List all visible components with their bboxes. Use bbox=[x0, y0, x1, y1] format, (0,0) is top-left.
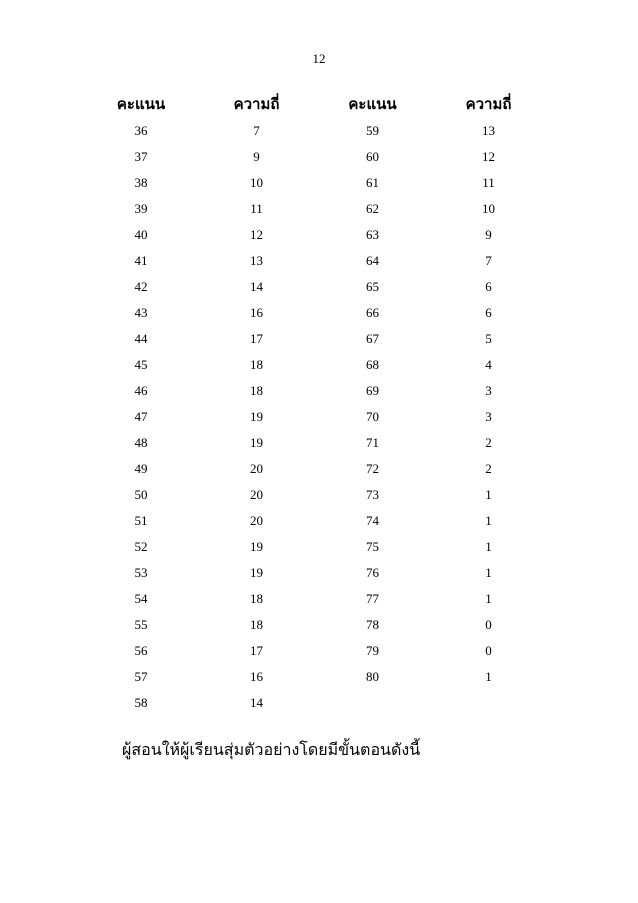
cell-frequency-left: 18 bbox=[250, 383, 263, 398]
body-paragraph: ผู้สอนให้ผู้เรียนสุ่มตัวอย่างโดยมีขั้นตอนดังนี้ bbox=[122, 742, 421, 759]
cell-score-right: 68 bbox=[366, 357, 379, 372]
cell-score-right: 74 bbox=[366, 513, 379, 528]
cell-frequency-right: 1 bbox=[485, 669, 492, 684]
cell-score-right: 79 bbox=[366, 643, 379, 658]
cell-frequency-right: 3 bbox=[485, 383, 492, 398]
cell-frequency-left: 14 bbox=[250, 279, 263, 294]
cell-frequency-right: 1 bbox=[485, 487, 492, 502]
cell-frequency-right: 10 bbox=[482, 201, 495, 216]
cell-score-right: 72 bbox=[366, 461, 379, 476]
cell-score-left: 44 bbox=[134, 331, 148, 346]
table-row bbox=[102, 248, 565, 274]
cell-frequency-right: 1 bbox=[485, 513, 492, 528]
cell-frequency-right: 2 bbox=[485, 435, 492, 450]
cell-frequency-left: 18 bbox=[250, 591, 263, 606]
table-row bbox=[102, 664, 565, 690]
cell-score-left: 48 bbox=[134, 435, 148, 450]
cell-frequency-right: 0 bbox=[485, 643, 492, 658]
cell-score-left: 57 bbox=[134, 669, 148, 684]
cell-frequency-left: 16 bbox=[250, 305, 263, 320]
cell-score-left: 56 bbox=[134, 643, 148, 658]
cell-score-right: 75 bbox=[366, 539, 379, 554]
table-row bbox=[102, 430, 565, 456]
table-row bbox=[102, 534, 565, 560]
cell-score-left: 37 bbox=[134, 149, 148, 164]
table-row bbox=[102, 482, 565, 508]
table-row bbox=[102, 144, 565, 170]
cell-score-right: 76 bbox=[366, 565, 379, 580]
cell-frequency-right: 12 bbox=[482, 149, 495, 164]
cell-score-left: 36 bbox=[134, 123, 148, 138]
table-row bbox=[102, 638, 565, 664]
cell-frequency-right: 1 bbox=[485, 591, 492, 606]
cell-score-right: 78 bbox=[366, 617, 379, 632]
cell-score-left: 45 bbox=[134, 357, 148, 372]
table-row bbox=[102, 274, 565, 300]
cell-score-left: 52 bbox=[134, 539, 148, 554]
cell-frequency-right: 0 bbox=[485, 617, 492, 632]
cell-frequency-right: 1 bbox=[485, 539, 492, 554]
table-row bbox=[102, 170, 565, 196]
cell-score-left: 47 bbox=[134, 409, 148, 424]
frequency-table bbox=[102, 92, 565, 716]
cell-frequency-left: 11 bbox=[250, 201, 263, 216]
table-row bbox=[102, 456, 565, 482]
cell-frequency-left: 13 bbox=[250, 253, 263, 268]
cell-score-right: 70 bbox=[366, 409, 379, 424]
cell-frequency-left: 19 bbox=[250, 565, 263, 580]
cell-frequency-left: 20 bbox=[250, 487, 263, 502]
cell-frequency-right: 5 bbox=[485, 331, 492, 346]
table-row bbox=[102, 508, 565, 534]
cell-score-right: 77 bbox=[366, 591, 379, 606]
cell-frequency-right: 4 bbox=[485, 357, 492, 372]
table-row bbox=[102, 612, 565, 638]
cell-score-left: 43 bbox=[134, 305, 148, 320]
cell-frequency-right: 9 bbox=[485, 227, 492, 242]
page-number: 12 bbox=[312, 51, 326, 66]
header-frequency-right: ความถี่ bbox=[465, 97, 512, 113]
table-row bbox=[102, 378, 565, 404]
table-row bbox=[102, 222, 565, 248]
cell-score-right: 63 bbox=[366, 227, 379, 242]
cell-score-right: 59 bbox=[366, 123, 379, 138]
cell-frequency-left: 20 bbox=[250, 513, 263, 528]
cell-frequency-left: 7 bbox=[253, 123, 260, 138]
cell-score-left: 42 bbox=[134, 279, 148, 294]
cell-score-left: 46 bbox=[134, 383, 148, 398]
cell-score-right: 80 bbox=[366, 669, 379, 684]
table-header-row bbox=[102, 92, 565, 118]
cell-frequency-left: 14 bbox=[250, 695, 263, 710]
cell-frequency-left: 18 bbox=[250, 357, 263, 372]
cell-score-left: 53 bbox=[134, 565, 148, 580]
cell-frequency-left: 20 bbox=[250, 461, 263, 476]
table-row bbox=[102, 352, 565, 378]
cell-score-right: 73 bbox=[366, 487, 379, 502]
cell-score-right: 66 bbox=[366, 305, 379, 320]
header-score-left: คะแนน bbox=[116, 97, 166, 113]
cell-score-right: 65 bbox=[366, 279, 379, 294]
cell-frequency-right: 3 bbox=[485, 409, 492, 424]
cell-frequency-left: 19 bbox=[250, 435, 263, 450]
cell-score-left: 54 bbox=[134, 591, 148, 606]
cell-frequency-left: 9 bbox=[253, 149, 260, 164]
cell-frequency-right: 6 bbox=[485, 305, 492, 320]
table-row bbox=[102, 118, 565, 144]
table-row bbox=[102, 586, 565, 612]
cell-frequency-left: 12 bbox=[250, 227, 263, 242]
table-row bbox=[102, 300, 565, 326]
cell-score-right: 71 bbox=[366, 435, 379, 450]
header-score-right: คะแนน bbox=[348, 97, 397, 113]
cell-frequency-right: 11 bbox=[482, 175, 495, 190]
cell-frequency-right: 6 bbox=[485, 279, 492, 294]
table-row bbox=[102, 326, 565, 352]
cell-score-left: 49 bbox=[134, 461, 148, 476]
cell-frequency-right: 1 bbox=[485, 565, 492, 580]
cell-frequency-right: 2 bbox=[485, 461, 492, 476]
cell-score-left: 38 bbox=[134, 175, 148, 190]
table-row bbox=[102, 404, 565, 430]
cell-score-right: 67 bbox=[366, 331, 379, 346]
table-body bbox=[102, 118, 565, 716]
cell-score-right bbox=[333, 690, 412, 716]
cell-frequency-left: 19 bbox=[250, 409, 263, 424]
cell-score-left: 41 bbox=[134, 253, 148, 268]
cell-frequency-left: 17 bbox=[250, 643, 263, 658]
cell-frequency-right: 7 bbox=[485, 253, 492, 268]
table-row bbox=[102, 690, 565, 716]
cell-frequency-left: 10 bbox=[250, 175, 263, 190]
cell-score-left: 39 bbox=[134, 201, 148, 216]
cell-frequency-left: 17 bbox=[250, 331, 263, 346]
cell-frequency-right bbox=[412, 690, 565, 716]
cell-frequency-right: 13 bbox=[482, 123, 495, 138]
cell-score-left: 40 bbox=[134, 227, 148, 242]
cell-score-left: 55 bbox=[134, 617, 148, 632]
cell-frequency-left: 19 bbox=[250, 539, 263, 554]
cell-score-right: 69 bbox=[366, 383, 379, 398]
cell-score-left: 50 bbox=[134, 487, 148, 502]
cell-score-left: 51 bbox=[134, 513, 148, 528]
cell-score-left: 58 bbox=[134, 695, 148, 710]
cell-frequency-left: 16 bbox=[250, 669, 263, 684]
header-frequency-left: ความถี่ bbox=[233, 97, 280, 113]
cell-score-right: 64 bbox=[366, 253, 379, 268]
cell-frequency-left: 18 bbox=[250, 617, 263, 632]
table-row bbox=[102, 560, 565, 586]
cell-score-right: 62 bbox=[366, 201, 379, 216]
cell-score-right: 61 bbox=[366, 175, 379, 190]
cell-score-right: 60 bbox=[366, 149, 379, 164]
table-row bbox=[102, 196, 565, 222]
